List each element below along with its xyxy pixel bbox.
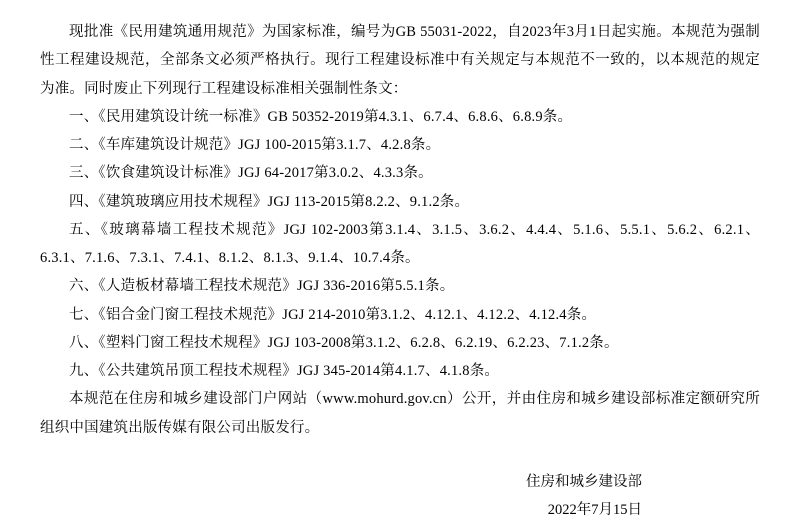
list-item: 八、《塑料门窗工程技术规程》JGJ 103-2008第3.1.2、6.2.8、6.2.19、6.2.23、7.1.2条。 xyxy=(69,334,619,351)
list-item: 四、《建筑玻璃应用技术规程》JGJ 113-2015第8.2.2、9.1.2条。 xyxy=(69,193,470,210)
list-item: 九、《公共建筑吊顶工程技术规程》JGJ 345-2014第4.1.7、4.1.8条。 xyxy=(69,363,500,380)
list-item: 五、《玻璃幕墙工程技术规范》JGJ 102-2003第3.1.4、3.1.5、3.6.2、4.4.4、5.1.6、5.5.1、5.6.2、6.2.1、6.3.1、7.1.6、7.3.1、7.4.1、8.1.2、8.1.3、9.1.4、10.7.4条。 xyxy=(40,221,760,267)
signoff-organization: 住房和城乡建设部 xyxy=(526,473,642,490)
list-item: 三、《饮食建筑设计标准》JGJ 64-2017第3.0.2、4.3.3条。 xyxy=(69,165,433,182)
signoff-block xyxy=(40,468,760,525)
signoff-date: 2022年7月15日 xyxy=(547,502,642,519)
list-item: 一、《民用建筑设计统一标准》GB 50352-2019第4.3.1、6.7.4、6.8.6、6.8.9条。 xyxy=(69,108,573,125)
intro-paragraph: 现批准《民用建筑通用规范》为国家标准，编号为GB 55031-2022，自2023年3月1日起实施。本规范为强制性工程建设规范，全部条文必须严格执行。现行工程建设标准中有关规定与本规范不一致的，以本规范的规定为准。同时废止下列现行工程建设标准相关强制性条文： xyxy=(40,24,760,97)
list-item: 六、《人造板材幕墙工程技术规范》JGJ 336-2016第5.5.1条。 xyxy=(69,278,455,295)
closing-paragraph: 本规范在住房和城乡建设部门户网站（www.mohurd.gov.cn）公开，并由住房和城乡建设部标准定额研究所组织中国建筑出版传媒有限公司出版发行。 xyxy=(40,391,760,436)
list-item: 二、《车库建筑设计规范》JGJ 100-2015第3.1.7、4.2.8条。 xyxy=(69,137,441,154)
list-item: 七、《铝合金门窗工程技术规范》JGJ 214-2010第3.1.2、4.12.1、4.12.2、4.12.4条。 xyxy=(69,306,597,323)
